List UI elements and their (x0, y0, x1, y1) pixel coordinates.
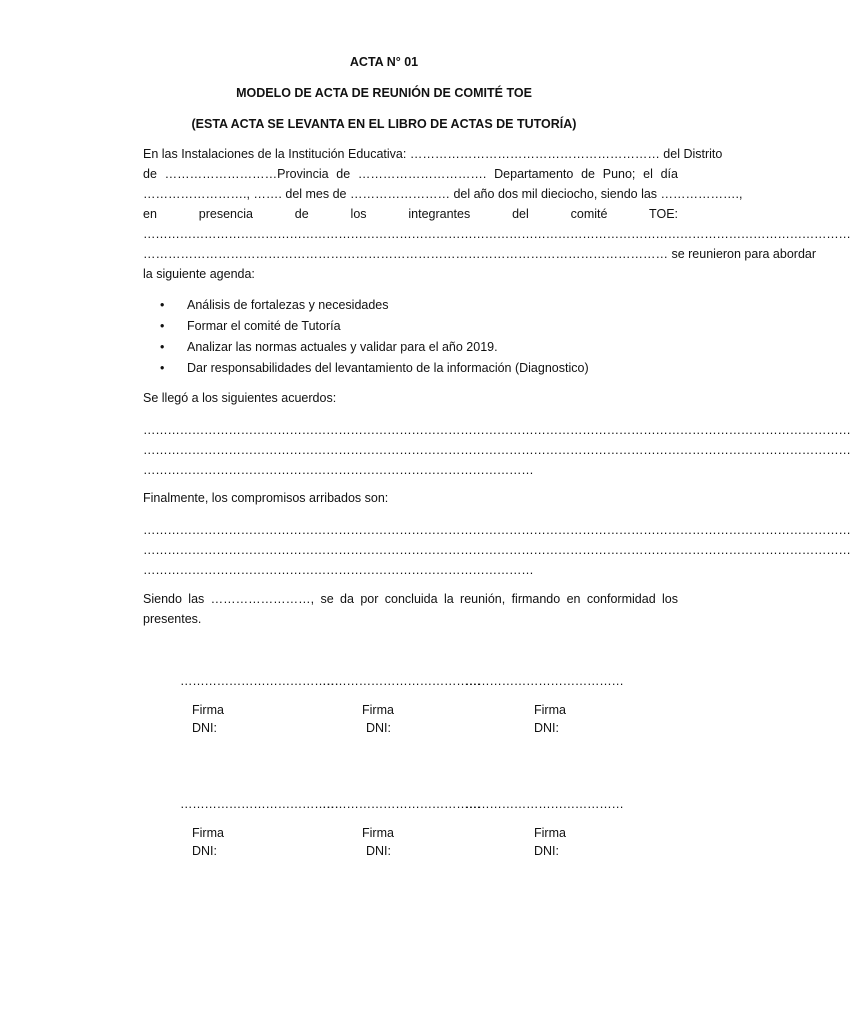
agenda-item: • Dar responsabilidades del levantamiento de la información (Diagnostico) (160, 361, 589, 375)
firma-label: Firma (534, 703, 566, 717)
intro-line-5: ………………………………………………………………………………………………………………………………………………………… (143, 227, 851, 241)
dni-label: DNI: (366, 721, 391, 735)
acuerdos-line-3: …………………………………………………………………………………… (143, 463, 534, 477)
acta-note: (ESTA ACTA SE LEVANTA EN EL LIBRO DE ACTAS DE TUTORÍA) (191, 117, 577, 131)
intro-line-4: en presencia de los integrantes del comité TOE: (143, 207, 678, 221)
closing-line-1: Siendo las ……………………, se da por concluida la reunión, firmando en conformidad los (143, 592, 678, 606)
dni-label: DNI: (192, 844, 217, 858)
dni-label: DNI: (534, 721, 559, 735)
firma-label: Firma (534, 826, 566, 840)
dni-label: DNI: (192, 721, 217, 735)
intro-line-6: ……………………………………………………………………………………………………………… se reunieron para abordar (143, 247, 817, 261)
dni-label: DNI: (366, 844, 391, 858)
agenda-item: • Formar el comité de Tutoría (160, 319, 341, 333)
compromisos-line-1: ………………………………………………………………………………………………………………………………………………………… (143, 523, 851, 537)
bullet-icon: • (160, 298, 165, 312)
agenda-item: • Análisis de fortalezas y necesidades (160, 298, 389, 312)
acuerdos-label: Se llegó a los siguientes acuerdos: (143, 391, 337, 405)
intro-line-1: En las Instalaciones de la Institución Educativa: …………………………………………………… del Distrito (143, 147, 723, 161)
signature-line: ………………………………… (465, 797, 624, 811)
firma-label: Firma (192, 703, 224, 717)
intro-line-3: ……………………., ……. del mes de …………………… del año dos mil dieciocho, siendo las ………………., (143, 187, 743, 201)
compromisos-line-2: ………………………………………………………………………………………………………………………………………………………… (143, 543, 851, 557)
compromisos-label: Finalmente, los compromisos arribados son: (143, 491, 389, 505)
closing-line-2: presentes. (143, 612, 202, 626)
firma-label: Firma (362, 826, 394, 840)
firma-label: Firma (192, 826, 224, 840)
compromisos-line-3: …………………………………………………………………………………… (143, 563, 534, 577)
acta-subtitle: MODELO DE ACTA DE REUNIÓN DE COMITÉ TOE (236, 86, 532, 100)
signature-line: ………………………………… (322, 674, 481, 688)
signature-line: ………………………………… (180, 674, 339, 688)
intro-line-2: de ………………………Provincia de …………………………. Departamento de Puno; el día (143, 167, 678, 181)
bullet-icon: • (160, 361, 165, 375)
agenda-item: • Analizar las normas actuales y validar para el año 2019. (160, 340, 498, 354)
signature-line: ………………………………… (180, 797, 339, 811)
intro-line-7: la siguiente agenda: (143, 267, 255, 281)
acta-number: ACTA N° 01 (349, 55, 419, 69)
acuerdos-line-1: ………………………………………………………………………………………………………………………………………………………… (143, 423, 851, 437)
signature-line: ………………………………… (322, 797, 481, 811)
bullet-icon: • (160, 340, 165, 354)
bullet-icon: • (160, 319, 165, 333)
signature-line: ………………………………… (465, 674, 624, 688)
firma-label: Firma (362, 703, 394, 717)
acuerdos-line-2: ………………………………………………………………………………………………………………………………………………………… (143, 443, 851, 457)
dni-label: DNI: (534, 844, 559, 858)
